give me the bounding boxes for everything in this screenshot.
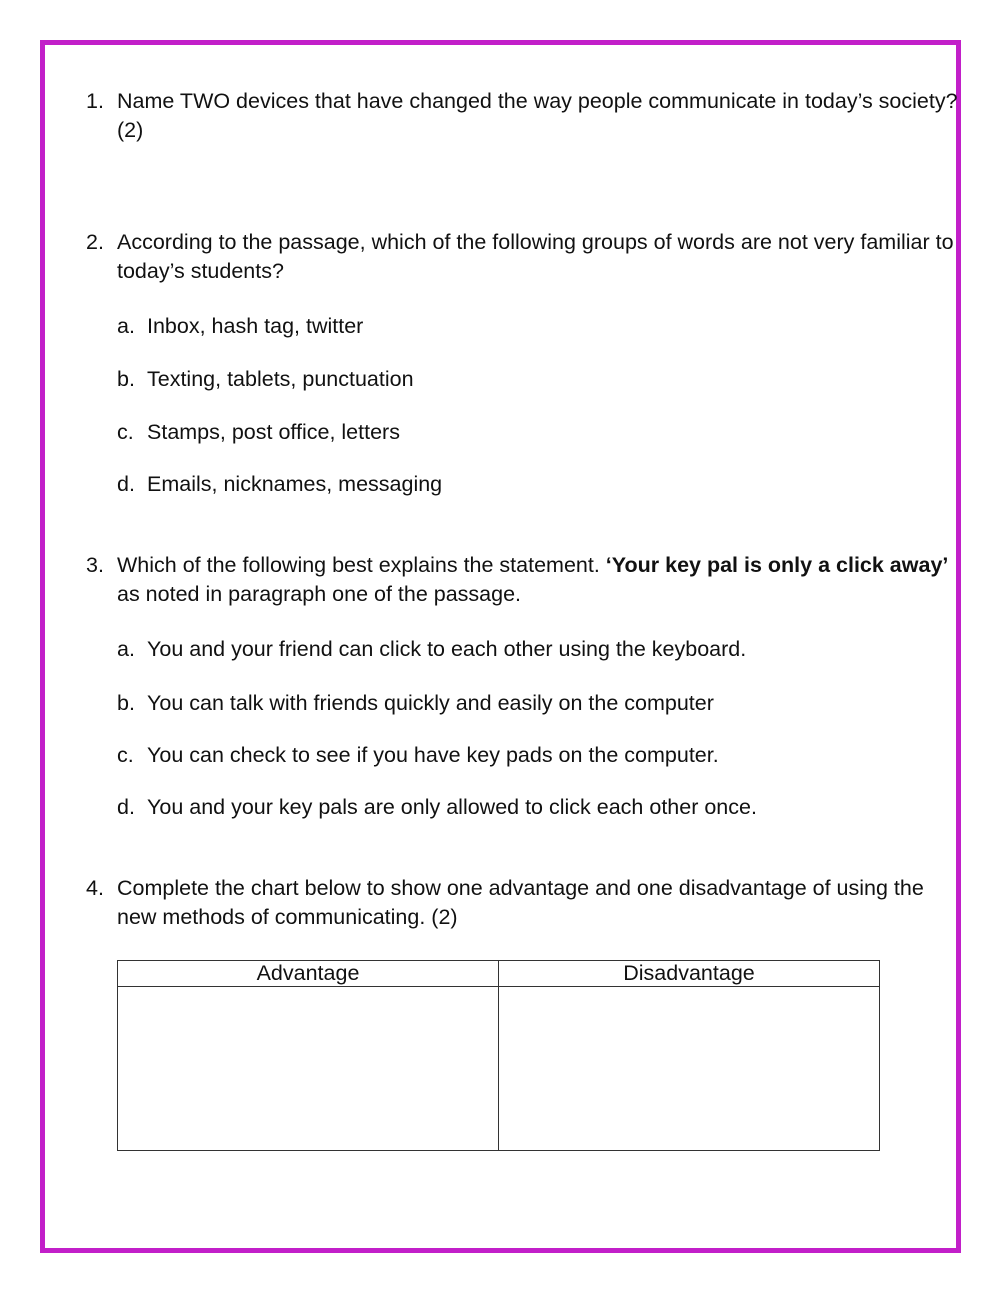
option-text: Emails, nicknames, messaging xyxy=(147,472,443,496)
option-3a xyxy=(117,635,746,664)
question-text-start: Which of the following best explains the statement. xyxy=(117,553,606,577)
question-text-end: as noted in paragraph one of the passage. xyxy=(117,582,522,606)
question-number: 3. xyxy=(86,553,104,577)
question-4 xyxy=(86,874,966,932)
quoted-statement: ‘Your key pal is only a click away’ xyxy=(605,553,949,577)
question-number: 4. xyxy=(86,876,104,900)
disadvantage-header: Disadvantage xyxy=(499,961,880,987)
option-text: You and your key pals are only allowed to click each other once. xyxy=(147,795,757,819)
question-number: 2. xyxy=(86,230,104,254)
disadvantage-answer-cell[interactable] xyxy=(499,987,880,1151)
advantage-answer-cell[interactable] xyxy=(118,987,499,1151)
question-3 xyxy=(86,551,966,609)
option-2c xyxy=(117,418,400,447)
option-3b xyxy=(117,689,714,718)
option-2b xyxy=(117,365,414,394)
option-text: Texting, tablets, punctuation xyxy=(147,367,414,391)
question-text xyxy=(117,551,966,609)
question-text: Complete the chart below to show one advantage and one disadvantage of using the new methods of communicating. (2) xyxy=(117,876,924,929)
option-3d xyxy=(117,793,757,822)
option-letter: b. xyxy=(117,691,135,715)
option-2d xyxy=(117,470,442,499)
option-letter: a. xyxy=(117,637,135,661)
question-number: 1. xyxy=(86,89,104,113)
chart-answer-row xyxy=(118,987,880,1151)
option-3c xyxy=(117,741,719,770)
advantage-header: Advantage xyxy=(118,961,499,987)
option-letter: c. xyxy=(117,743,134,767)
option-text: You can check to see if you have key pads on the computer. xyxy=(147,743,719,767)
option-text: You and your friend can click to each other using the keyboard. xyxy=(147,637,747,661)
option-text: You can talk with friends quickly and easily on the computer xyxy=(147,691,714,715)
chart-header-row xyxy=(118,961,880,987)
option-text: Inbox, hash tag, twitter xyxy=(147,314,364,338)
question-1 xyxy=(86,87,966,145)
option-letter: c. xyxy=(117,420,134,444)
advantage-disadvantage-chart xyxy=(117,960,880,1151)
option-letter: d. xyxy=(117,472,135,496)
option-text: Stamps, post office, letters xyxy=(147,420,400,444)
option-letter: a. xyxy=(117,314,135,338)
option-2a xyxy=(117,312,363,341)
question-text: Name TWO devices that have changed the way people communicate in today’s society? (2) xyxy=(117,89,958,142)
option-letter: b. xyxy=(117,367,135,391)
question-2 xyxy=(86,228,966,286)
question-text: According to the passage, which of the following groups of words are not very familiar to today’s students? xyxy=(117,230,954,283)
option-letter: d. xyxy=(117,795,135,819)
